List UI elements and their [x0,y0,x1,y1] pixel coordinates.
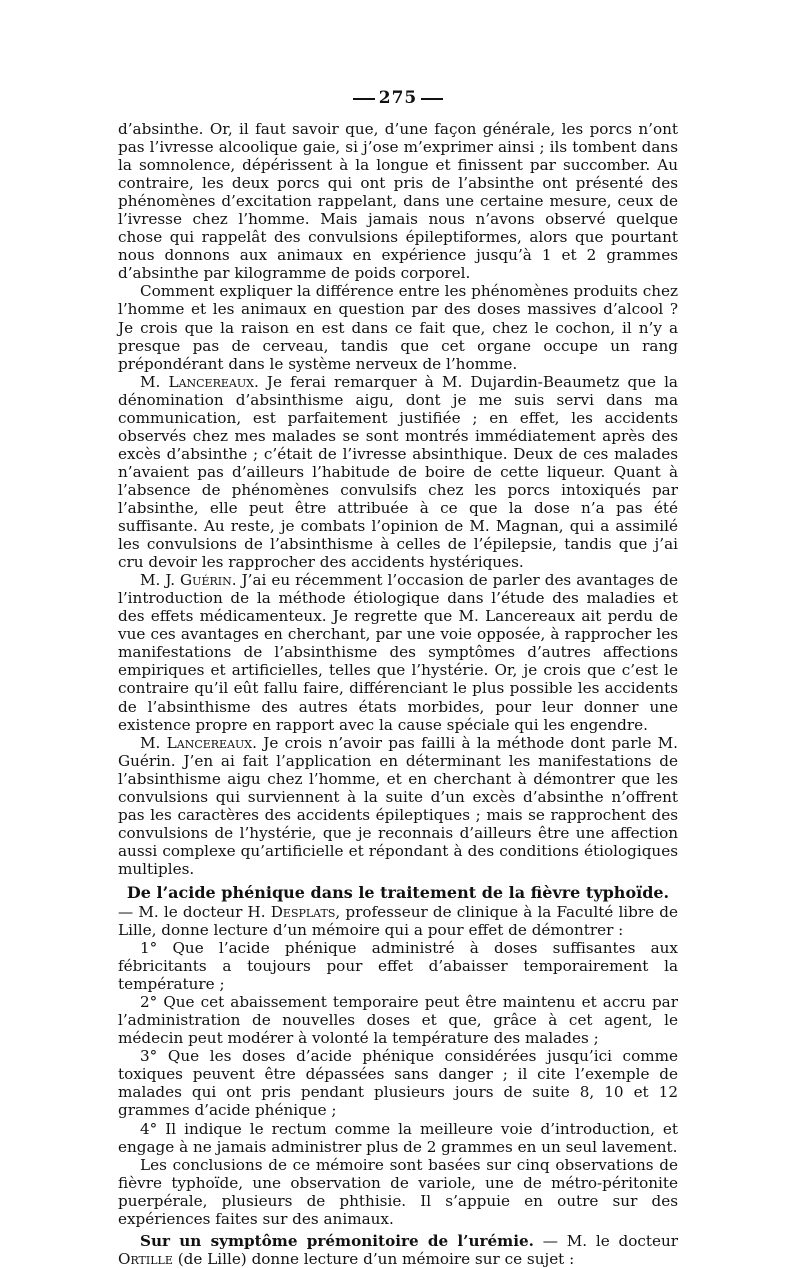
speaker-name: M. Lancereaux. [140,372,259,391]
dash-left [353,98,375,100]
paragraph-text: Je crois n’avoir pas failli à la méthode dont parle M. Guérin. J’en ai fait l’application en déterminant les manifestations de l’absinthisme aigu chez l’homme, et en cherchant à démontrer que les convulsions qui surviennent à la suite d’un excès d’absinthe n’offrent pas les caractères des accidents épileptiques ; mais se rapprochent des convulsions de l’hystérie, que je reconnais d’ailleurs être une affection aussi complexe qu’artificielle et répondant à des conditions étiologiques multiples. [118,733,679,878]
page-number [118,88,678,108]
uremie-suffix: (de Lille) donne lecture d’un mémoire sur ce sujet : [172,1249,575,1268]
paragraph-uremie [118,1232,678,1268]
speaker-name: M. Lancereaux. [140,733,257,752]
uremie-prefix: — M. le docteur [533,1231,678,1250]
paragraph-conclusions: Les conclusions de ce mémoire sont basées sur cinq observations de fièvre typhoïde, une observation de variole, une de métro-péritonite puerpérale, plusieurs de phthisie. Il s’appuie en outre sur des expériences faites sur des animaux. [118,1155,678,1228]
intro-suffix: , professeur de clinique à la Faculté libre de Lille, donne lecture d’un mémoire qui a pour effet de démontrer : [118,902,678,940]
intro-prefix: — M. le docteur [118,902,248,921]
paragraph-comment-expliquer: Comment expliquer la différence entre les phénomènes produits chez l’homme et les animaux en question par des doses massives d’alcool ? Je crois que la raison en est dans ce fait que, chez le cochon, il n’y a presque pas de cerveau, tandis que cet organe occupe un rang prépondérant dans le système nerveux de l’homme. [118,282,678,373]
dash-right [421,98,443,100]
paragraph-guerin [118,571,678,733]
list-item-point-2: 2° Que cet abaissement temporaire peut être maintenu et accru par l’administration de nouvelles doses et que, grâce à cet agent, le médecin peut modérer à volonté la température des malades ; [118,993,678,1048]
list-item-point-3: 3° Que les doses d’acide phénique considérées jusqu’ici comme toxiques peuvent être dépassées sans danger ; il cite l’exemple de malades qui ont pris pendant plusieurs jours de suite 8, 10 et 12 grammes d’acide phénique ; [118,1047,678,1120]
paragraph-text: Je ferai remarquer à M. Dujardin-Beaumetz que la dénomination d’absinthisme aigu, dont je me suis servi dans ma communication, est parfaitement justifiée ; en effet, les accidents observés chez mes malades se sont montrés immédiatement après des excès d’absinthe ; c’était de l’ivresse absinthique. Deux de ces malades n’avaient pas d’ailleurs l’habitude de boire de cette liqueur. Quant à l’absence de phénomènes convulsifs chez les porcs intoxiqués par l’absinthe, elle peut être attribuée à ce que la dose n’a pas été suffisante. Au reste, je combats l’opinion de M. Magnan, qui a assimilé les convulsions de l’absinthisme à celles de l’épilepsie, tandis que j’ai cru devoir les rapprocher des accidents hystériques. [118,372,678,572]
speaker-name: M. J. Guérin. [140,571,237,590]
list-item-point-1: 1° Que l’acide phénique administré à doses suffisantes aux fébricitants a toujours pour effet d’abaisser temporairement la température ; [118,939,678,994]
section-heading-acide-phenique: De l’acide phénique dans le traitement de la fièvre typhoïde. [126,882,670,902]
paragraph-desplats-intro [118,903,678,939]
author-name: Ortille [118,1249,173,1268]
list-item-point-4: 4° Il indique le rectum comme la meilleure voie d’introduction, et engage à ne jamais administrer plus de 2 grammes en un seul lavement. [118,1119,678,1156]
page-number-value: 275 [378,88,418,108]
paragraph-lancereaux-2 [118,734,678,878]
paragraph-absinthe-pigs: d’absinthe. Or, il faut savoir que, d’une façon générale, les porcs n’ont pas l’ivresse alcoolique gaie, si j’ose m’exprimer ainsi ; ils tombent dans la somnolence, dépérissent à la longue et finissent par succomber. Au contraire, les deux porcs qui ont pris de l’absinthe ont présenté des phénomènes d’excitation rappelant, dans une certaine mesure, ceux de l’ivresse chez l’homme. Mais jamais nous n’avons observé quelque chose qui rappelât des convulsions épileptiformes, alors que pourtant nous donnons aux animaux en expérience jusqu’à 1 et 2 grammes d’absinthe par kilogramme de poids corporel. [118,120,678,283]
author-name: H. Desplats [247,902,336,921]
section-heading-uremie: Sur un symptôme prémonitoire de l’urémie. [140,1231,534,1250]
paragraph-text: J’ai eu récemment l’occasion de parler des avantages de l’introduction de la méthode étiologique dans l’étude des maladies et des effets médicamenteux. Je regrette que M. Lancereaux ait perdu de vue ces avantages en cherchant, par une voie opposée, à rapprocher les manifestations de l’absinthisme des symptômes d’autres affections empiriques et artificielles, telles que l’hystérie. Or, je crois que c’est le contraire qu’il eût fallu faire, différenciant le plus possible les accidents de l’absinthisme des autres états morbides, pour leur donner une existence propre en rapport avec la cause spéciale qui les engendre. [118,571,679,734]
paragraph-lancereaux-1 [118,373,678,572]
